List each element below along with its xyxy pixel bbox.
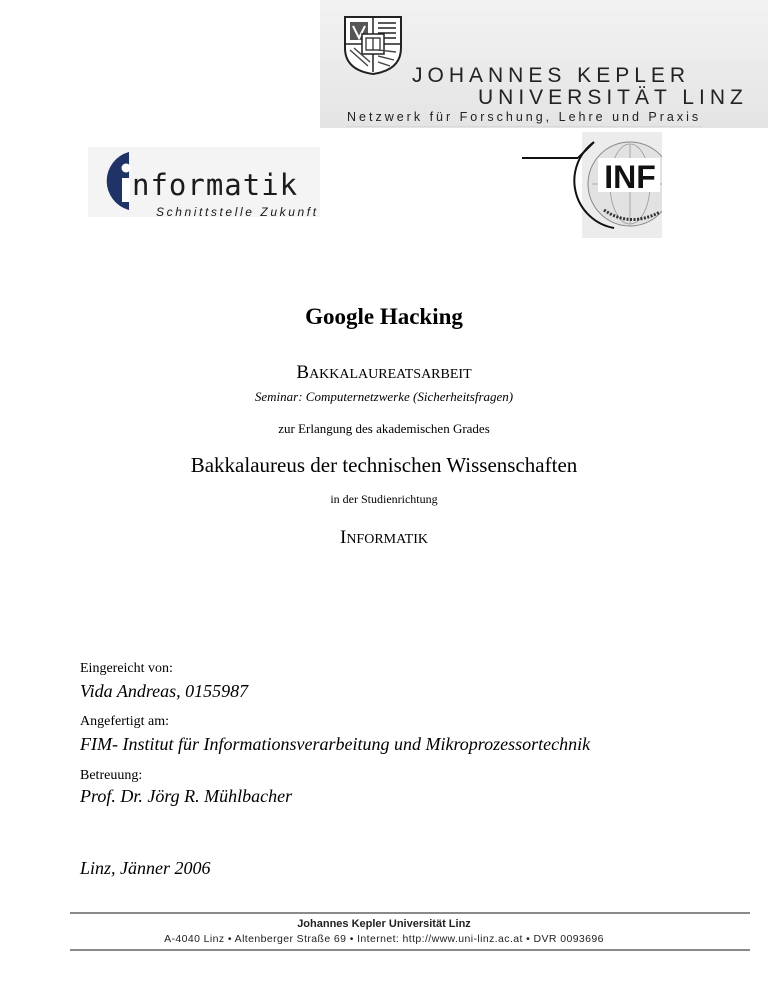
university-tagline: Netzwerk für Forschung, Lehre und Praxis xyxy=(347,110,702,124)
supervisor-value: Prof. Dr. Jörg R. Mühlbacher xyxy=(80,786,293,806)
inf-seal-text: INF xyxy=(604,159,656,195)
university-name-line2: UNIVERSITÄT LINZ xyxy=(478,86,748,109)
document-type: BAKKALAUREATSARBEIT xyxy=(296,362,472,383)
informatik-wordmark: nformatik xyxy=(132,168,299,202)
inf-seal-logo xyxy=(522,132,662,238)
place-date: Linz, Jänner 2006 xyxy=(80,858,211,878)
informatik-slogan: Schnittstelle Zukunft xyxy=(156,205,319,219)
institute-value: FIM- Institut für Informationsverarbeitung und Mikroprozessortechnik xyxy=(80,734,591,754)
university-crest-icon xyxy=(342,14,404,76)
supervisor-label: Betreuung: xyxy=(80,768,143,783)
institute-label: Angefertigt am: xyxy=(80,714,170,729)
submitted-by-value: Vida Andreas, 0155987 xyxy=(80,681,249,701)
footer-address: A-4040 Linz • Altenberger Straße 69 • Internet: http://www.uni-linz.ac.at • DVR 0093696 xyxy=(164,933,604,945)
footer-university-name: Johannes Kepler Universität Linz xyxy=(297,918,471,930)
header-divider xyxy=(346,126,702,127)
informatik-i-mark-icon xyxy=(89,148,133,212)
field-intro: in der Studienrichtung xyxy=(330,492,438,506)
degree-name: Bakkalaureus der technischen Wissenschaften xyxy=(190,453,578,477)
purpose-line: zur Erlangung des akademischen Grades xyxy=(278,421,490,436)
footer-divider-top xyxy=(70,912,750,914)
document-title: Google Hacking xyxy=(305,304,463,329)
submitted-by-label: Eingereicht von: xyxy=(80,661,173,676)
seminar-line: Seminar: Computernetzwerke (Sicherheitsfragen) xyxy=(254,389,514,404)
university-name-line1: JOHANNES KEPLER xyxy=(412,64,691,87)
field-name: INFORMATIK xyxy=(339,527,428,548)
footer-divider-bottom xyxy=(70,949,750,951)
